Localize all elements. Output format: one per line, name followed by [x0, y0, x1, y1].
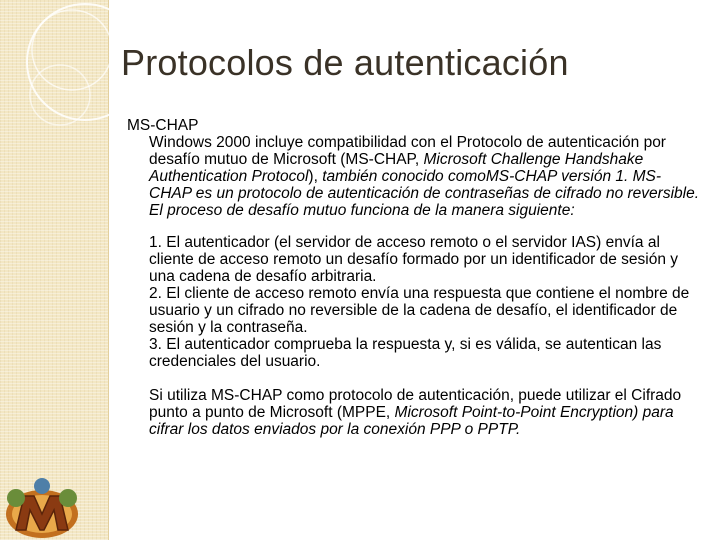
closing-italic-1: Microsoft Point-to-Point Encryption) para cifrar los datos enviados por la conexión PPP o PPTP. [149, 404, 674, 438]
intro-italic-2: también conocido comoMS-CHAP versión 1. MS-CHAP es un protocolo de autenticación de contraseñas de cifrado no reversible. El proceso de desafío mutuo funciona de la manera siguiente: [149, 168, 700, 219]
closing-text-1: Si utiliza MS-CHAP como protocolo de autenticación, puede utilizar el Cifrado punto a punto de Microsoft (MPPE, [149, 387, 682, 421]
list-item: 2. El cliente de acceso remoto envía una respuesta que contiene el nombre de usuario y un cifrado no reversible de la cadena de desafío, el identificador de sesión y la contraseña. [149, 285, 690, 336]
list-item: 3. El autenticador comprueba la respuesta y, si es válida, se autentican las credenciales del usuario. [149, 336, 662, 370]
steps-list [127, 234, 699, 370]
intro-italic-1: Microsoft Challenge Handshake Authentication Protocol [149, 151, 644, 185]
logo-m-icon [2, 476, 82, 540]
list-item: 1. El autenticador (el servidor de acceso remoto o el servidor IAS) envía al cliente de acceso remoto un desafío formado por un identificador de sesión y una cadena de desafío arbitraria. [149, 234, 679, 285]
intro-text-2: ), [308, 168, 323, 185]
slide-content [127, 117, 699, 438]
section-heading: MS-CHAP [127, 117, 199, 134]
intro-text-1: Windows 2000 incluye compatibilidad con el Protocolo de autenticación por desafío mutuo de Microsoft (MS-CHAP, [149, 134, 666, 168]
slide-title: Protocolos de autenticación [121, 42, 569, 83]
intro-paragraph [127, 134, 699, 219]
closing-paragraph [127, 387, 699, 438]
